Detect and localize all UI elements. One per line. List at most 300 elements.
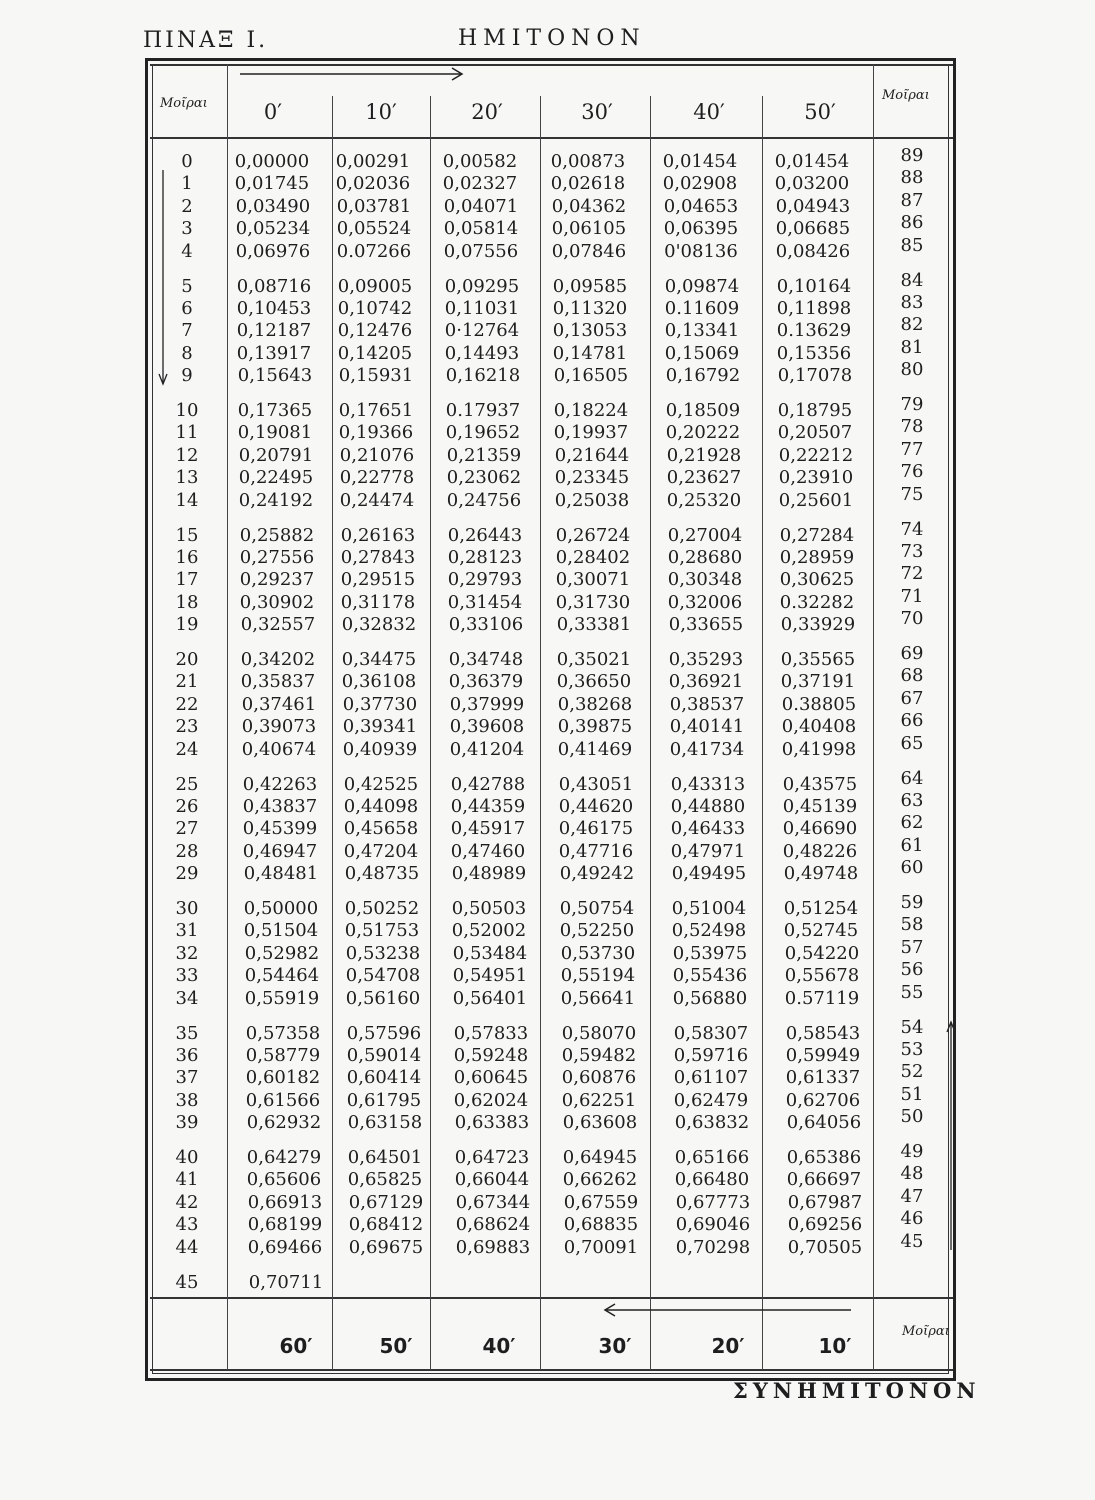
degree-right: 65 — [900, 732, 924, 754]
degree-right: 75 — [900, 483, 924, 505]
degree-left: 2 — [181, 195, 193, 217]
table-cell: 0,50754 — [559, 898, 635, 919]
table-cell: 0,70711 — [248, 1271, 324, 1293]
table-cell: 0,65606 — [246, 1169, 322, 1191]
table-cell: 0,44620 — [558, 795, 634, 817]
footer-divider — [150, 1297, 953, 1299]
table-cell: 0,59482 — [561, 1044, 637, 1066]
degree-right: 51 — [900, 1083, 924, 1105]
table-cell: 0,57358 — [245, 1022, 321, 1044]
table-cell: 0,49495 — [671, 863, 747, 885]
table-cell: 0,69466 — [247, 1236, 323, 1258]
table-cell: 0,20791 — [238, 444, 314, 466]
table-cell: 0,59248 — [453, 1044, 529, 1066]
table-cell: 0,47204 — [343, 840, 419, 862]
table-cell: 0,02327 — [442, 173, 518, 195]
degree-right: 47 — [900, 1185, 924, 1207]
table-cell: 0,21359 — [446, 444, 522, 466]
table-cell: 0,49242 — [559, 863, 635, 885]
table-cell: 0,58543 — [785, 1022, 861, 1044]
table-cell: 0,10742 — [337, 297, 413, 319]
table-cell: 0,44098 — [343, 795, 419, 817]
table-cell: 0,04362 — [551, 195, 627, 217]
degree-left: 39 — [175, 1112, 199, 1134]
table-cell: 0,57833 — [453, 1022, 529, 1044]
degree-left: 3 — [181, 218, 193, 240]
table-cell: 0,15356 — [776, 342, 852, 364]
degree-right: 74 — [900, 518, 924, 540]
table-cell: 0,50000 — [243, 898, 319, 919]
table-cell: 0,67773 — [675, 1191, 751, 1213]
table-cell: 0,70298 — [675, 1236, 751, 1258]
table-cell: 0,42788 — [450, 773, 526, 795]
table-cell: 0,19366 — [338, 422, 414, 444]
table-cell: 0,36108 — [341, 671, 417, 693]
table-cell: 0,53238 — [345, 942, 421, 964]
table-cell: 0,43837 — [242, 795, 318, 817]
table-cell: 0,53730 — [560, 942, 636, 964]
table-cell: 0,06105 — [551, 218, 627, 240]
top-minute-header: 40′ — [693, 100, 725, 124]
table-cell: 0,30625 — [779, 569, 855, 591]
table-row — [0, 1230, 1095, 1259]
table-cell: 0,54951 — [452, 965, 528, 987]
table-cell: 0,00000 — [234, 151, 310, 172]
table-cell: 0,50252 — [344, 898, 420, 919]
degree-left: 44 — [175, 1236, 199, 1258]
table-cell: 0,19937 — [553, 422, 629, 444]
degree-right: 62 — [900, 812, 924, 834]
table-cell: 0.17937 — [445, 400, 521, 421]
table-cell: 0,16792 — [665, 365, 741, 387]
table-cell: 0,55436 — [672, 965, 748, 987]
table-cell: 0,51753 — [344, 920, 420, 942]
table-cell: 0.07266 — [336, 240, 412, 262]
degree-left: 14 — [175, 489, 199, 511]
table-cell: 0,24474 — [339, 489, 415, 511]
table-cell: 0,17365 — [237, 400, 313, 421]
table-cell: 0,30071 — [555, 569, 631, 591]
table-cell: 0,20222 — [665, 422, 741, 444]
table-cell: 0,37999 — [449, 693, 525, 715]
degree-right: 82 — [900, 314, 924, 336]
table-cell: 0,01745 — [234, 173, 310, 195]
degree-right: 45 — [900, 1230, 924, 1252]
table-cell: 0,10164 — [776, 275, 852, 297]
table-cell: 0,49748 — [783, 863, 859, 885]
table-cell: 0,45399 — [242, 818, 318, 840]
table-cell: 0,69883 — [455, 1236, 531, 1258]
table-cell: 0,02618 — [550, 173, 626, 195]
table-cell: 0,13917 — [236, 342, 312, 364]
table-cell: 0,28123 — [447, 546, 523, 568]
table-cell: 0,59014 — [346, 1044, 422, 1066]
table-cell: 0,38268 — [557, 693, 633, 715]
table-cell: 0,61566 — [245, 1089, 321, 1111]
table-cell: 0,67559 — [563, 1191, 639, 1213]
table-cell: 0,33929 — [780, 614, 856, 636]
table-cell: 0,37191 — [780, 671, 856, 693]
degree-right: 71 — [900, 585, 924, 607]
table-cell: 0,26724 — [555, 524, 631, 546]
table-cell: 0,01454 — [774, 151, 850, 172]
degree-right: 53 — [900, 1038, 924, 1060]
table-cell: 0,60645 — [453, 1067, 529, 1089]
table-cell: 0,08716 — [236, 275, 312, 297]
degree-left: 16 — [175, 546, 199, 568]
degree-right: 67 — [900, 687, 924, 709]
table-cell: 0,45917 — [450, 818, 526, 840]
table-row — [0, 608, 1095, 636]
table-cell: 0,27556 — [239, 546, 315, 568]
table-cell: 0,56160 — [345, 987, 421, 1009]
table-cell: 0,58779 — [245, 1044, 321, 1066]
table-cell: 0,43575 — [782, 773, 858, 795]
table-cell: 0,56880 — [672, 987, 748, 1009]
table-cell: 0,08426 — [775, 240, 851, 262]
table-cell: 0.38805 — [781, 693, 857, 715]
degree-right: 89 — [900, 145, 924, 166]
table-cell: 0,01454 — [662, 151, 738, 172]
table-cell: 0,32832 — [341, 614, 417, 636]
table-cell: 0,33655 — [668, 614, 744, 636]
table-cell: 0,09295 — [444, 275, 520, 297]
table-cell: 0,59949 — [785, 1044, 861, 1066]
degree-left: 35 — [175, 1022, 199, 1044]
table-cell: 0,22495 — [238, 467, 314, 489]
table-cell: 0,56401 — [452, 987, 528, 1009]
degree-right: 78 — [900, 416, 924, 438]
degree-left: 20 — [175, 649, 199, 670]
top-minute-header: 30′ — [581, 100, 613, 124]
table-cell: 0,52982 — [244, 942, 320, 964]
degree-left: 38 — [175, 1089, 199, 1111]
table-cell: 0,23627 — [666, 467, 742, 489]
table-cell: 0,51004 — [671, 898, 747, 919]
table-cell: 0,33381 — [556, 614, 632, 636]
table-cell: 0,60876 — [561, 1067, 637, 1089]
table-cell: 0,67987 — [787, 1191, 863, 1213]
table-cell: 0,17651 — [338, 400, 414, 421]
degree-left: 25 — [175, 773, 199, 795]
table-cell: 0,10453 — [236, 297, 312, 319]
table-cell: 0,29515 — [340, 569, 416, 591]
degree-left: 34 — [175, 987, 199, 1009]
table-cell: 0,62251 — [561, 1089, 637, 1111]
table-cell: 0,03781 — [336, 195, 412, 217]
table-cell: 0,32006 — [667, 591, 743, 613]
top-minute-header: 10′ — [365, 100, 397, 124]
degree-left: 6 — [181, 297, 193, 319]
table-cell: 0,35565 — [780, 649, 856, 670]
table-row — [0, 732, 1095, 761]
degree-left: 31 — [175, 920, 199, 942]
table-cell: 0,13053 — [552, 320, 628, 342]
table-cell: 0,36921 — [668, 671, 744, 693]
table-row — [0, 359, 1095, 387]
table-cell: 0,18509 — [665, 400, 741, 421]
degree-left: 15 — [175, 524, 199, 546]
degree-left: 1 — [181, 173, 193, 195]
table-cell: 0,09005 — [337, 275, 413, 297]
degree-label-top-right: Μοῖραι — [882, 88, 930, 103]
table-cell: 0,65166 — [674, 1147, 750, 1168]
degree-left: 21 — [175, 671, 199, 693]
table-cell: 0,48481 — [243, 863, 319, 885]
table-cell: 0,63608 — [562, 1112, 638, 1134]
table-cell: 0,54464 — [244, 965, 320, 987]
degree-right: 80 — [900, 359, 924, 381]
table-cell: 0,30348 — [667, 569, 743, 591]
table-cell: 0,41204 — [449, 738, 525, 760]
table-cell: 0,15931 — [338, 365, 414, 387]
table-cell: 0,28402 — [555, 546, 631, 568]
table-cell: 0,11320 — [552, 297, 628, 319]
table-row — [0, 234, 1095, 263]
table-cell: 0'08136 — [664, 240, 738, 262]
table-cell: 0,29793 — [447, 569, 523, 591]
degree-left: 28 — [175, 840, 199, 862]
degree-label-top-left: Μοῖραι — [160, 96, 208, 111]
table-cell: 0,00291 — [335, 151, 411, 172]
bottom-minute-header: 50′ — [379, 1334, 413, 1358]
table-cell: 0,23062 — [446, 467, 522, 489]
table-cell: 0,62706 — [785, 1089, 861, 1111]
table-cell: 0,21644 — [554, 444, 630, 466]
table-cell: 0,05814 — [443, 218, 519, 240]
table-cell: 0,40939 — [342, 738, 418, 760]
table-label: ΠΙΝΑΞ Ι. — [143, 28, 269, 53]
table-cell: 0,25601 — [778, 489, 854, 511]
table-cell: 0,32557 — [240, 614, 316, 636]
table-cell: 0,35837 — [240, 671, 316, 693]
table-cell: 0,25882 — [239, 524, 315, 546]
table-cell: 0,00582 — [442, 151, 518, 172]
table-cell: 0,53975 — [672, 942, 748, 964]
table-cell: 0,59716 — [673, 1044, 749, 1066]
degree-left: 32 — [175, 942, 199, 964]
table-cell: 0,66044 — [454, 1169, 530, 1191]
table-cell: 0,06685 — [775, 218, 851, 240]
top-minute-header: 20′ — [471, 100, 503, 124]
table-cell: 0,46433 — [670, 818, 746, 840]
table-cell: 0,65825 — [347, 1169, 423, 1191]
table-cell: 0,41734 — [669, 738, 745, 760]
table-cell: 0,34202 — [240, 649, 316, 670]
table-cell: 0,14781 — [552, 342, 628, 364]
table-cell: 0,21928 — [666, 444, 742, 466]
table-cell: 0,60414 — [346, 1067, 422, 1089]
bottom-minute-header: 20′ — [711, 1334, 745, 1358]
table-cell: 0,39608 — [449, 716, 525, 738]
table-cell: 0,46690 — [782, 818, 858, 840]
table-cell: 0,23345 — [554, 467, 630, 489]
table-cell: 0,26443 — [447, 524, 523, 546]
table-cell: 0,34748 — [448, 649, 524, 670]
table-cell: 0,13341 — [664, 320, 740, 342]
table-cell: 0,41469 — [557, 738, 633, 760]
degree-left: 18 — [175, 591, 199, 613]
table-cell: 0,30902 — [239, 591, 315, 613]
table-cell: 0,54220 — [784, 942, 860, 964]
table-cell: 0,12187 — [236, 320, 312, 342]
degree-right: 46 — [900, 1208, 924, 1230]
degree-right: 57 — [900, 936, 924, 958]
degree-right: 63 — [900, 789, 924, 811]
degree-left: 45 — [175, 1271, 199, 1293]
table-cell: 0,48735 — [344, 863, 420, 885]
table-cell: 0,50503 — [451, 898, 527, 919]
table-cell: 0,42263 — [242, 773, 318, 795]
arrow-right-icon — [240, 66, 466, 82]
table-cell: 0,04653 — [663, 195, 739, 217]
footer-title: ΣΥΝΗΜΙΤΟΝΟΝ — [733, 1378, 981, 1403]
table-cell: 0,64501 — [347, 1147, 423, 1168]
table-cell: 0,58307 — [673, 1022, 749, 1044]
table-cell: 0,06395 — [663, 218, 739, 240]
table-cell: 0,22778 — [339, 467, 415, 489]
table-cell: 0,62479 — [673, 1089, 749, 1111]
table-cell: 0,35293 — [668, 649, 744, 670]
table-cell: 0,61107 — [673, 1067, 749, 1089]
table-cell: 0,31730 — [555, 591, 631, 613]
table-cell: 0,67344 — [455, 1191, 531, 1213]
degree-left: 4 — [181, 240, 193, 262]
table-cell: 0,68624 — [455, 1214, 531, 1236]
table-cell: 0,00873 — [550, 151, 626, 172]
table-cell: 0,37461 — [241, 693, 317, 715]
table-cell: 0,45139 — [782, 795, 858, 817]
table-cell: 0,68199 — [247, 1214, 323, 1236]
degree-right: 49 — [900, 1141, 924, 1162]
table-cell: 0,28680 — [667, 546, 743, 568]
table-cell: 0,66262 — [562, 1169, 638, 1191]
bottom-minute-header: 30′ — [598, 1334, 632, 1358]
table-cell: 0,46175 — [558, 818, 634, 840]
table-cell: 0,62024 — [453, 1089, 529, 1111]
degree-right: 55 — [900, 981, 924, 1003]
table-cell: 0,63158 — [347, 1112, 423, 1134]
table-cell: 0,69675 — [348, 1236, 424, 1258]
degree-left: 10 — [175, 400, 199, 421]
table-cell: 0,69046 — [675, 1214, 751, 1236]
degree-right: 48 — [900, 1163, 924, 1185]
degree-right: 52 — [900, 1061, 924, 1083]
bottom-minute-header: 60′ — [279, 1334, 313, 1358]
degree-left: 30 — [175, 898, 199, 919]
table-cell: 0,18795 — [777, 400, 853, 421]
table-cell: 0,40674 — [241, 738, 317, 760]
degree-right: 50 — [900, 1106, 924, 1128]
table-cell: 0,47460 — [450, 840, 526, 862]
degree-right: 54 — [900, 1016, 924, 1038]
degree-left: 9 — [181, 365, 193, 387]
table-cell: 0.32282 — [779, 591, 855, 613]
bottom-minute-header: 10′ — [818, 1334, 852, 1358]
table-cell: 0,14205 — [337, 342, 413, 364]
table-cell: 0,39875 — [557, 716, 633, 738]
degree-right: 64 — [900, 767, 924, 789]
table-cell: 0,43313 — [670, 773, 746, 795]
table-row — [0, 483, 1095, 512]
table-cell: 0,52498 — [671, 920, 747, 942]
degree-left: 37 — [175, 1067, 199, 1089]
degree-right: 88 — [900, 167, 924, 189]
table-cell: 0,11898 — [776, 297, 852, 319]
degree-right: 87 — [900, 189, 924, 211]
table-cell: 0,68835 — [563, 1214, 639, 1236]
degree-right: 77 — [900, 438, 924, 460]
table-cell: 0,23910 — [778, 467, 854, 489]
table-row — [0, 857, 1095, 885]
table-cell: 0,36650 — [556, 671, 632, 693]
degree-left: 22 — [175, 693, 199, 715]
top-minute-header: 0′ — [263, 100, 283, 124]
table-cell: 0,63383 — [454, 1112, 530, 1134]
degree-label-bottom-right: Μοῖραι — [902, 1324, 950, 1339]
table-cell: 0,70505 — [787, 1236, 863, 1258]
table-cell: 0,51254 — [783, 898, 859, 919]
table-cell: 0,69256 — [787, 1214, 863, 1236]
degree-right: 69 — [900, 643, 924, 664]
table-cell: 0,15643 — [237, 365, 313, 387]
degree-right: 66 — [900, 710, 924, 732]
table-cell: 0,42525 — [343, 773, 419, 795]
table-cell: 0,64279 — [246, 1147, 322, 1168]
table-cell: 0,67129 — [348, 1191, 424, 1213]
table-cell: 0,28959 — [779, 546, 855, 568]
table-cell: 0,20507 — [777, 422, 853, 444]
table-cell: 0,66697 — [786, 1169, 862, 1191]
table-cell: 0,27284 — [779, 524, 855, 546]
degree-left: 43 — [175, 1214, 199, 1236]
table-cell: 0,07556 — [443, 240, 519, 262]
table-cell: 0,16218 — [445, 365, 521, 387]
table-cell: 0,26163 — [340, 524, 416, 546]
table-cell: 0,43051 — [558, 773, 634, 795]
table-cell: 0,27843 — [340, 546, 416, 568]
table-cell: 0,35021 — [556, 649, 632, 670]
table-cell: 0,15069 — [664, 342, 740, 364]
table-cell: 0,41998 — [781, 738, 857, 760]
degree-left: 42 — [175, 1191, 199, 1213]
table-cell: 0,31454 — [447, 591, 523, 613]
degree-right: 68 — [900, 665, 924, 687]
degree-right: 85 — [900, 234, 924, 256]
degree-left: 19 — [175, 614, 199, 636]
degree-right: 73 — [900, 540, 924, 562]
degree-left: 23 — [175, 716, 199, 738]
table-cell: 0,40408 — [781, 716, 857, 738]
degree-left: 36 — [175, 1044, 199, 1066]
table-cell: 0,37730 — [342, 693, 418, 715]
table-cell: 0,44359 — [450, 795, 526, 817]
table-cell: 0,61795 — [346, 1089, 422, 1111]
table-cell: 0,58070 — [561, 1022, 637, 1044]
table-cell: 0,05234 — [235, 218, 311, 240]
table-cell: 0,03200 — [774, 173, 850, 195]
degree-left: 33 — [175, 965, 199, 987]
table-cell: 0,09874 — [664, 275, 740, 297]
table-cell: 0,45658 — [343, 818, 419, 840]
table-cell: 0,47716 — [558, 840, 634, 862]
degree-left: 26 — [175, 795, 199, 817]
table-cell: 0,12476 — [337, 320, 413, 342]
table-cell: 0,24756 — [446, 489, 522, 511]
degree-right: 60 — [900, 857, 924, 879]
bottom-minute-header: 40′ — [482, 1334, 516, 1358]
table-cell: 0,09585 — [552, 275, 628, 297]
